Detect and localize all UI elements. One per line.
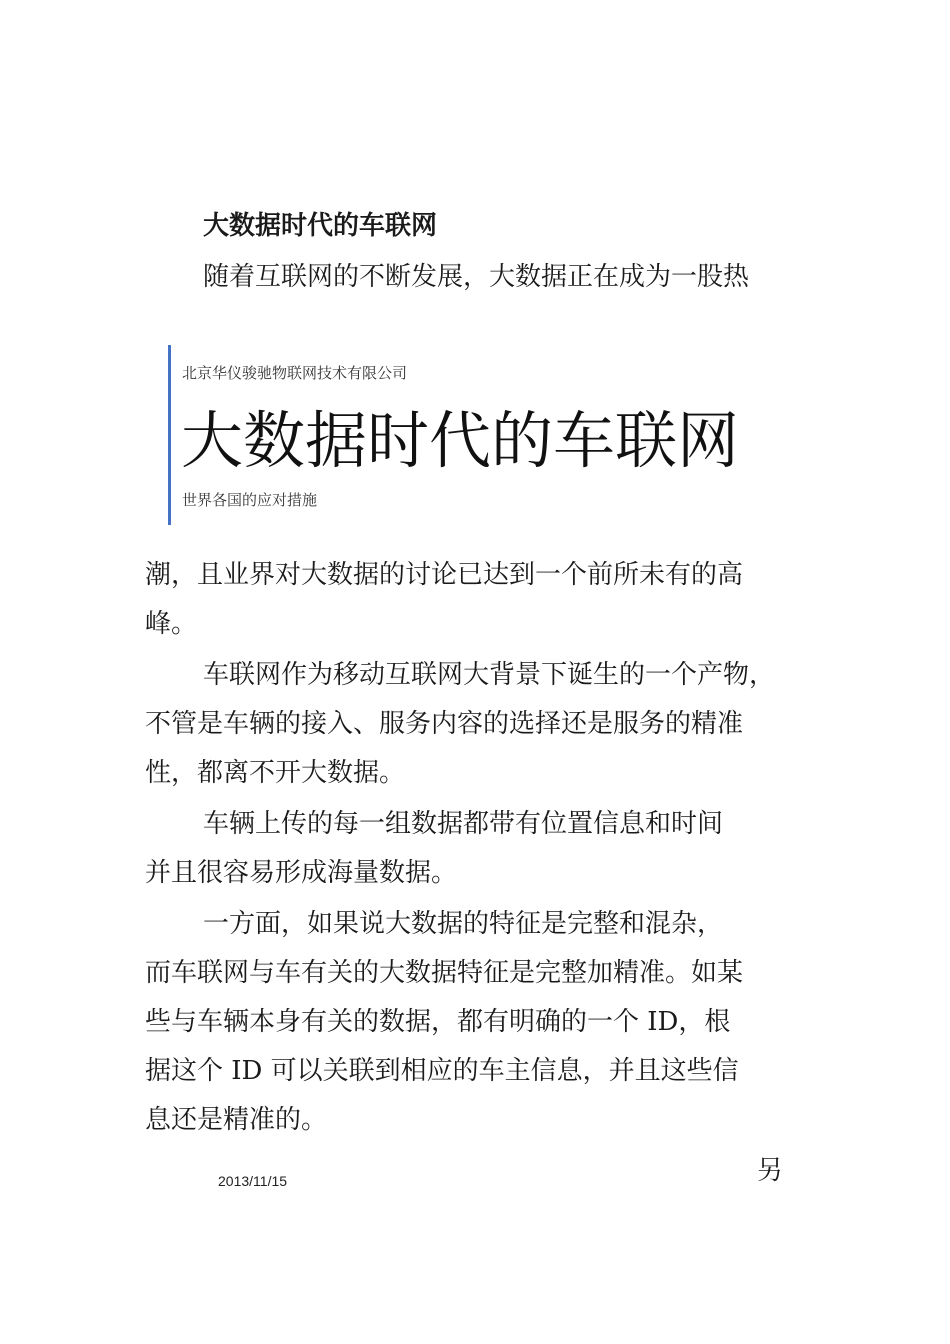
body-line: 据这个 ID 可以关联到相应的车主信息，并且这些信 [145, 1056, 739, 1086]
body-line: 不管是车辆的接入、服务内容的选择还是服务的精准 [145, 709, 744, 739]
body-line: 息还是精准的。 [145, 1105, 328, 1135]
body-line: 些与车辆本身有关的数据，都有明确的一个 ID，根 [145, 1007, 731, 1037]
trailing-text: 另 [757, 1156, 784, 1186]
cover-block [168, 345, 811, 525]
cover-date: 2013/11/15 [218, 1173, 288, 1189]
body-line: 潮，且业界对大数据的讨论已达到一个前所未有的高 [145, 560, 744, 590]
body-line: 车辆上传的每一组数据都带有位置信息和时间 [203, 809, 724, 839]
body-line: 并且很容易形成海量数据。 [145, 858, 458, 888]
body-line: 性，都离不开大数据。 [145, 758, 406, 788]
intro-paragraph-line: 随着互联网的不断发展，大数据正在成为一股热 [203, 262, 750, 292]
cover-subtitle: 世界各国的应对措施 [182, 491, 318, 509]
cover-company-name: 北京华仪骏驰物联网技术有限公司 [182, 364, 408, 382]
body-line: 而车联网与车有关的大数据特征是完整加精准。如某 [145, 958, 744, 988]
cover-title: 大数据时代的车联网 [181, 404, 740, 477]
body-line: 车联网作为移动互联网大背景下诞生的一个产物， [203, 660, 776, 690]
body-line: 一方面，如果说大数据的特征是完整和混杂， [203, 909, 724, 939]
document-heading: 大数据时代的车联网 [203, 211, 438, 241]
body-line: 峰。 [145, 609, 198, 639]
